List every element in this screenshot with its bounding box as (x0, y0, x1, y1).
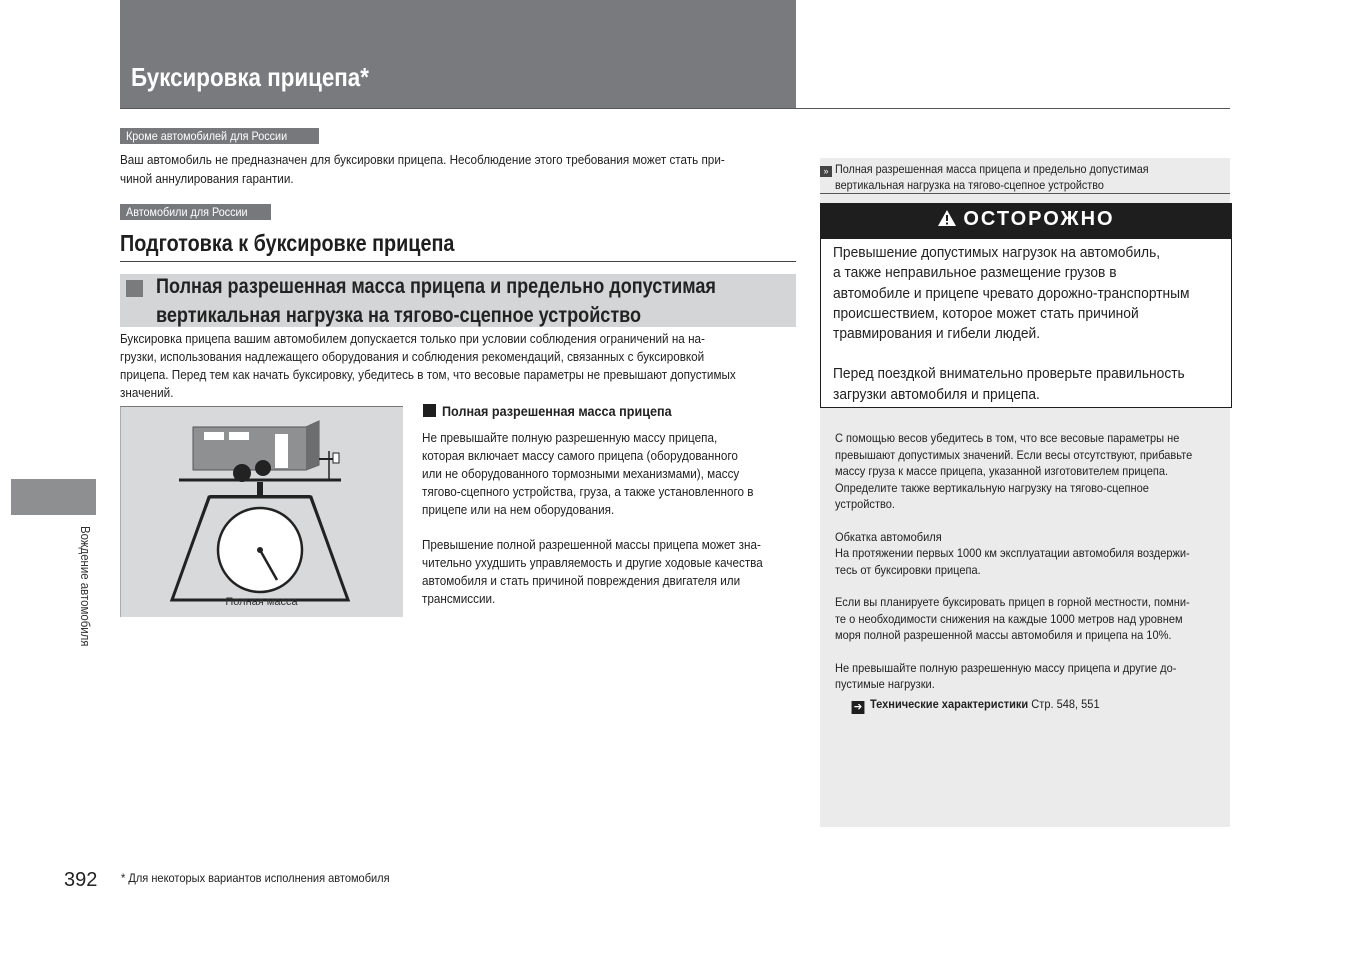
footnote: * Для некоторых вариантов исполнения автомобиля (121, 871, 390, 885)
note-mountain: Если вы планируете буксировать прицеп в горной местности, помни- те о необходимости снижения на каждые 1000 метров над уровнем моря полной разрешенной массы автомобиля и прицепа на 10%. (835, 595, 1190, 642)
section-heading: Подготовка к буксировке прицепа (120, 230, 455, 256)
note-break-in: Обкатка автомобиля На протяжении первых 1000 км эксплуатации автомобиля воздержи- тесь от буксировки прицепа. (835, 529, 1190, 577)
page-number: 392 (64, 869, 98, 891)
warning-triangle-icon (937, 209, 957, 227)
spec-link[interactable]: ➔ Технические характеристики Стр. 548, 551 (835, 696, 1231, 714)
header-divider (120, 108, 1230, 109)
arrow-right-icon: ➔ (852, 701, 865, 714)
reference-divider (820, 193, 1230, 194)
gross-mass-paragraph-2: Превышение полной разрешенной массы прицепа может зна- чительно ухудшить управляемость и другие ходовые качества автомобиля и стать причиной повреждения двигателя или трансмиссии. (422, 537, 763, 606)
tag-russia: Автомобили для России (120, 204, 271, 220)
trailer-scale-illustration (120, 406, 403, 617)
caution-title: ОСТОРОЖНО (821, 208, 1231, 231)
scale-drawing (121, 407, 404, 618)
black-square-icon (423, 404, 436, 417)
sidebar-notes (835, 430, 1231, 714)
tag-non-russia: Кроме автомобилей для России (120, 128, 319, 144)
chapter-label: Вождение автомобиля (78, 526, 93, 647)
intro-paragraph: Ваш автомобиль не предназначен для буксировки прицепа. Несоблюдение этого требования может стать при- чиной аннулирования гарантии. (120, 152, 725, 186)
reference-arrow-icon: » (820, 166, 832, 177)
page-title: Буксировка прицепа* (131, 62, 369, 92)
gross-mass-paragraph-1: Не превышайте полную разрешенную массу прицепа, которая включает массу самого прицепа (оборудованного или не оборудованного тормозными механизмами), массу тягово-сцепного устройства, груза, а также установленного в прицепе или на нем оборудования. (422, 430, 754, 517)
section-divider (120, 261, 796, 262)
figure-caption: Полная масса (225, 596, 298, 608)
reference-heading: » Полная разрешенная масса прицепа и предельно допустимая вертикальная нагрузка на тягово-сцепное устройство (820, 161, 1183, 193)
chapter-tab (11, 479, 96, 515)
section-paragraph: Буксировка прицепа вашим автомобилем допускается только при условии соблюдения ограничений на на- грузки, использования надлежащего оборудования и соблюдения рекомендаций, связанных с буксировкой прицепа. Перед тем как начать буксировку, убедитесь в том, что весовые параметры не превышают допустимых значений. (120, 331, 736, 400)
note-limits: Не превышайте полную разрешенную массу прицепа и другие до- пустимые нагрузки. (835, 660, 1177, 691)
caution-text: Превышение допустимых нагрузок на автомобиль, а также неправильное размещение грузов в автомобиле и прицепе чревато дорожно-транспортным происшествием, которое может стать причиной травмирования и гибели людей. Перед поездкой внимательно проверьте правильность загрузки автомобиля и прицепа. (833, 244, 1190, 403)
note-scales: С помощью весов убедитесь в том, что все весовые параметры не превышают допустимых значений. Если весы отсутствуют, прибавьте массу груза к массе прицепа, указанной изготовителем прицепа. Определите также вертикальную нагрузку на тягово-сцепное устройство. (835, 431, 1193, 511)
subsection-title: Полная разрешенная масса прицепа и предельно допустимая вертикальная нагрузка на тягово-сцепное устройство (156, 275, 716, 327)
subsection-square-icon (126, 280, 143, 297)
gross-mass-heading: Полная разрешенная масса прицепа (423, 403, 697, 419)
